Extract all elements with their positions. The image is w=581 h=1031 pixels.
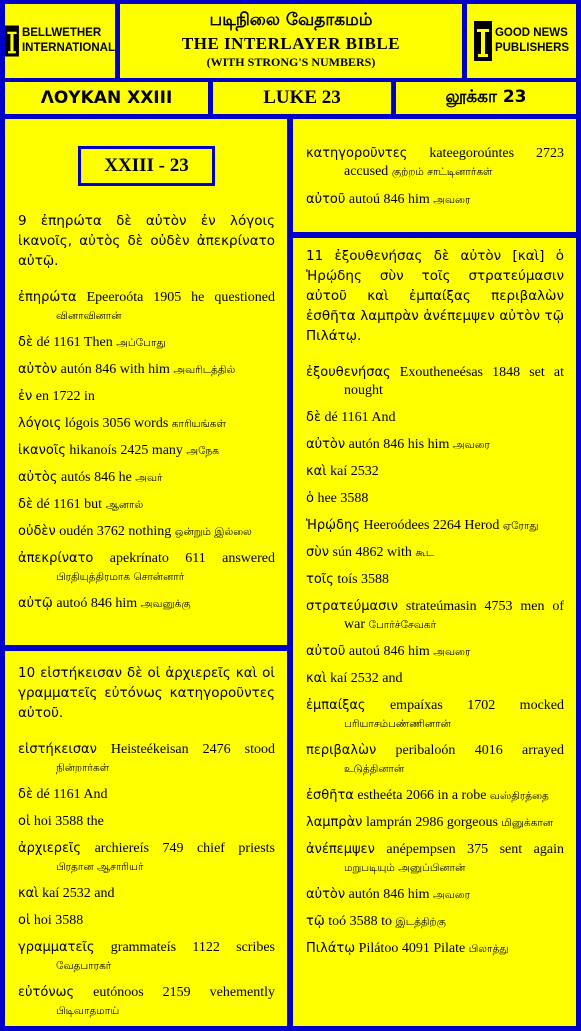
greek-word: αὐτὸν [306,887,346,902]
verse-9-text: 9 ἐπηρώτα δὲ αὐτὸν ἐν λόγοις ἱκανοῖς, αὐτὸς δὲ οὐδὲν ἀπεκρίνατο αὐτῷ. [18,213,275,269]
gloss: Pilátoo 4091 Pilate [355,941,469,956]
greek-word: στρατεύμασιν [306,599,399,614]
greek-word: ἐμπαίξας [306,698,366,713]
verse-11-panel [293,238,576,1026]
gloss: autoú 846 him [345,644,434,659]
tamil-gloss: அவனுக்கு [140,598,191,610]
entry [306,787,564,805]
gloss: peribaloón 4016 arrayed [376,743,564,758]
chapter-greek [5,82,208,114]
tamil-gloss: பிலாத்து [468,943,509,955]
greek-word: οἱ [18,913,31,928]
gloss: Heisteékeisan 2476 stood [96,742,275,757]
greek-word: λόγοις [18,416,62,431]
verse-11-text: 11 ἐξουθενήσας δὲ αὐτὸν [καὶ] ὁ Ἡρῴδης σὺν τοῖς στρατεύμασιν αὐτοῦ καὶ ἐμπαίξας περιβαλὼν ἐσθῆτα λαμπρὰν ἀνέπεμψεν αὐτὸν τῷ Πιλάτῳ. [306,248,564,344]
tamil-gloss: மறுபடியும் அனுப்பினான் [344,862,466,874]
good-news-emblem-icon [474,19,492,63]
right-logo-line2: PUBLISHERS [494,42,570,54]
gloss: kaí 2532 and [326,671,403,686]
left-logo-line2: INTERNATIONAL [21,42,115,54]
gloss: autón 846 with him [57,362,174,377]
greek-word: τῷ [306,914,325,929]
greek-word: λαμπρὰν [306,815,363,830]
tamil-gloss: அநேக [186,445,219,457]
tamil-gloss: அவரை [433,889,471,901]
chapter-tamil [396,82,576,114]
greek-word: οἱ [18,814,31,829]
greek-word: ἐσθῆτα [306,788,354,803]
right-logo-line1: GOOD NEWS [494,27,568,39]
tamil-gloss: போர்ச்சேவகர் [368,619,437,631]
greek-word: καὶ [306,671,327,686]
chapter-greek-label: ΛΟΥΚΑΝ XXIII [40,88,173,108]
gloss: strateúmasin 4753 men of war [344,599,564,632]
gloss: dé 1161 And [320,410,396,425]
entry [306,913,564,931]
entry [18,786,275,804]
entry [306,886,564,904]
tamil-gloss: வினாவினான் [56,310,122,322]
entry [18,741,275,777]
tamil-gloss: பிடிவாதமாய் [56,1005,120,1017]
gloss: sún 4862 with [329,545,416,560]
greek-word: εἱστήκεισαν [18,742,97,757]
verse-9-panel [5,119,287,645]
entry [18,523,275,541]
entry [18,984,275,1020]
tamil-gloss: மினுக்கான [501,817,554,829]
gloss: autón 846 him [345,887,434,902]
tamil-gloss: அவரை [433,194,471,206]
tamil-gloss: வேதபாரகர் [56,960,112,972]
verse-11-entries [306,364,564,958]
entry [306,436,564,454]
greek-word: Ἡρῴδης [306,518,360,533]
gloss: Epeeroóta 1905 he questioned [76,290,275,305]
greek-word: περιβαλὼν [306,743,377,758]
gloss: kaí 2532 and [38,886,115,901]
gloss: kaí 2532 [326,464,379,479]
tamil-gloss: அப்போது [116,337,166,349]
tamil-gloss: அவரை [452,439,490,451]
greek-word: αὐτὸν [306,437,346,452]
entry [306,841,564,877]
greek-word: ἐπηρώτα [18,290,77,305]
entry [18,415,275,433]
entry [306,409,564,427]
tamil-gloss: நின்றார்கள் [56,762,110,774]
greek-word: γραμματεῖς [18,940,95,955]
gloss: hoi 3588 the [30,814,104,829]
gloss: autoú 846 him [345,192,434,207]
gloss: archiereís 749 chief priests [81,841,275,856]
good-news-logo [467,4,576,78]
gloss: lógois 3056 words [61,416,172,431]
greek-word: ἀπεκρίνατο [18,551,94,566]
verse-10-panel [5,651,287,1026]
entry [18,813,275,831]
tamil-gloss: ஒன்றும் இல்லை [174,526,252,538]
bellwether-emblem-icon [5,19,19,63]
bellwether-logo [5,4,115,78]
verse-9-entries [18,289,275,613]
tamil-gloss: ஏரோது [502,520,539,532]
entry [18,361,275,379]
entry [18,469,275,487]
entry [306,814,564,832]
verse-10-entries [18,741,275,1020]
entry [306,145,564,181]
tamil-gloss: இடத்திற்கு [395,916,446,928]
gloss: toó 3588 to [324,914,396,929]
verse-10-cont-entries [306,145,564,209]
gloss: empaíxas 1702 mocked [365,698,564,713]
greek-word: ἐν [18,389,33,404]
entry [306,571,564,589]
gloss: anépempsen 375 sent again [374,842,564,857]
entry [306,697,564,733]
tamil-gloss: பிரதான ஆசாரியர் [56,861,144,873]
tamil-gloss: அவர் [135,472,163,484]
entry [18,496,275,514]
chapter-verse-badge: XXIII - 23 [78,146,215,186]
gloss: hee 3588 [313,491,369,506]
greek-word: αὐτοῦ [306,192,346,207]
greek-word: σὺν [306,545,330,560]
entry [306,517,564,535]
gloss: lamprán 2986 gorgeous [362,815,502,830]
gloss: hoi 3588 [30,913,84,928]
page-title-block [120,4,462,78]
tamil-gloss: பரியாசம்பண்ணினான் [344,718,451,730]
entry [306,940,564,958]
entry [18,289,275,325]
gloss: toís 3588 [333,572,390,587]
entry [18,442,275,460]
greek-word: αὐτῷ [18,596,53,611]
entry [18,388,275,406]
title-subtitle: (WITH STRONG'S NUMBERS) [206,55,376,69]
greek-word: τοῖς [306,572,334,587]
gloss: dé 1161 Then [32,335,117,350]
entry [18,595,275,613]
gloss: Heeroódees 2264 Herod [359,518,503,533]
greek-word: ἀρχιερεῖς [18,841,82,856]
gloss: apekrínato 611 answered [93,551,275,566]
greek-word: αὐτὸν [18,362,58,377]
greek-word: ἐξουθενήσας [306,365,391,380]
greek-word: δὲ [18,335,33,350]
entry [306,364,564,400]
gloss: en 1722 in [32,389,95,404]
tamil-gloss: காரியங்கள் [171,418,226,430]
greek-word: ὁ [306,491,314,506]
gloss: oudén 3762 nothing [55,524,175,539]
verse-10-cont-panel [293,119,576,232]
chapter-tamil-label: லூக்கா 23 [445,87,527,107]
entry [306,643,564,661]
entry [18,334,275,352]
gloss: Exoutheneésas 1848 set at nought [344,365,564,398]
greek-word: καὶ [306,464,327,479]
greek-word: αὐτοῦ [306,644,346,659]
entry [306,463,564,481]
entry [18,912,275,930]
verse-10-text: 10 εἱστήκεισαν δὲ οἱ ἀρχιερεῖς καὶ οἱ γραμματεῖς εὐτόνως κατηγοροῦντες αὐτοῦ. [18,665,275,721]
title-english: THE INTERLAYER BIBLE [181,34,401,53]
entry [18,550,275,586]
tamil-gloss: ஆனால் [105,499,144,511]
gloss: kateegoroúntes 2723 accused [344,146,564,179]
chapter-english-label: LUKE 23 [263,87,341,108]
tamil-gloss: பிரதியுத்திரமாக சொன்னார் [56,571,185,583]
entry [18,885,275,903]
entry [306,544,564,562]
tamil-gloss: அவரிடத்தில் [173,364,236,376]
greek-word: κατηγοροῦντες [306,146,408,161]
gloss: autón 846 his him [345,437,453,452]
tamil-gloss: வஸ்திரத்தை [489,790,549,802]
greek-word: ἱκανοῖς [18,443,66,458]
greek-word: ἀνέπεμψεν [306,842,375,857]
gloss: eutónoos 2159 vehemently [74,985,275,1000]
gloss: grammateís 1122 scribes [94,940,275,955]
gloss: hikanoís 2425 many [65,443,187,458]
greek-word: καὶ [18,886,39,901]
greek-word: Πιλάτῳ [306,941,356,956]
greek-word: εὐτόνως [18,985,75,1000]
title-tamil: படிநிலை வேதாகமம் [209,10,373,30]
greek-word: δὲ [18,787,33,802]
tamil-gloss: அவரை [433,646,471,658]
entry [306,670,564,688]
entry [306,191,564,209]
gloss: autós 846 he [57,470,136,485]
gloss: autoó 846 him [52,596,141,611]
tamil-gloss: கூட [415,547,435,559]
entry [306,742,564,778]
entry [18,939,275,975]
entry [306,490,564,508]
greek-word: δὲ [306,410,321,425]
left-logo-line1: BELLWETHER [21,27,102,39]
gloss: dé 1161 And [32,787,108,802]
gloss: estheéta 2066 in a robe [353,788,490,803]
greek-word: δὲ [18,497,33,512]
entry [18,840,275,876]
greek-word: οὐδὲν [18,524,56,539]
gloss: dé 1161 but [32,497,106,512]
entry [306,598,564,634]
tamil-gloss: குற்றம் சாட்டினார்கள் [391,166,493,178]
tamil-gloss: உடுத்தினான் [344,763,405,775]
greek-word: αὐτὸς [18,470,58,485]
chapter-english [213,82,391,114]
